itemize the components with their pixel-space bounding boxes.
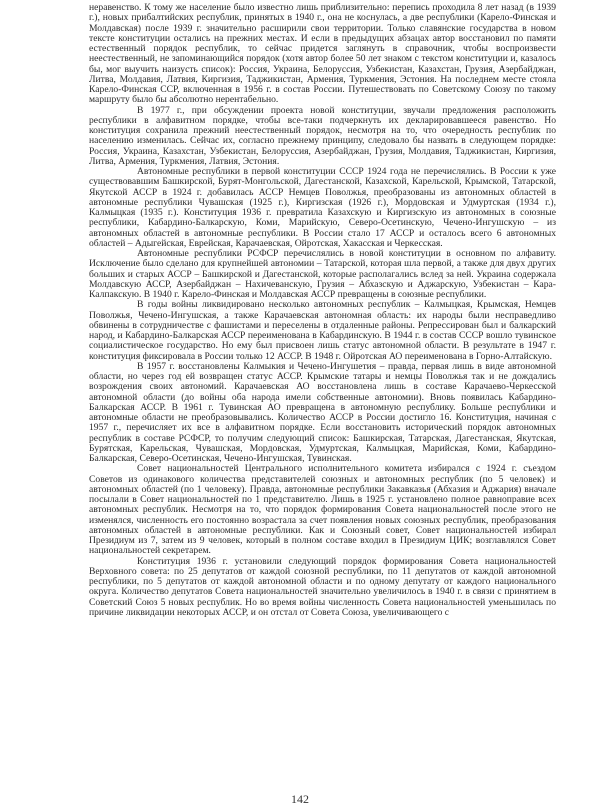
paragraph: Автономные республики РСФСР перечислялись в новой конституции в основном по алфавиту. Исключение было сделано для крупнейшей автономии – Татарской, которая шла первой, а также для двух других больших и старых АССР – Башкирской и Дагестанской, которые располагались вслед за ней. Украина содержала Молдавскую АССР, Азербайджан – Нахичеванскую, Грузия – Абхазскую и Аджарскую, Узбекистан – Кара-Калпакскую. В 1940 г. Карело-Финская и Молдавская АССР превращены в союзные республики. bbox=[89, 248, 556, 300]
paragraph: неравенство. К тому же население было известно лишь приблизительно: перепись проходила 8 лет назад (в 1939 г.), новых прибалтийских республик, принятых в 1940 г., она не коснулась, а две республики (Карело-Финская и Молдавская) после 1939 г. значительно расширили свои территории. Только славянские государства в новом тексте конституции остались на прежних местах. И если в предыдущих абзацах автор восстановил по памяти естественный порядок республик, то сейчас придется заглянуть в справочник, чтобы воспроизвести неестественный, не запоминающийся порядок (хотя автор более 50 лет знаком с текстом конституции и, казалось бы, мог выучить наизусть список): Россия, Украина, Белоруссия, Узбекистан, Казахстан, Грузия, Азербайджан, Литва, Молдавия, Латвия, Киргизия, Таджикистан, Армения, Туркмения, Эстония. На последнем месте стояла Карело-Финская ССР, включенная в 1956 г. в состав России. Путешествовать по Советскому Союзу по такому маршруту было бы абсолютно нерентабельно. bbox=[89, 2, 556, 106]
page-number: 142 bbox=[291, 792, 309, 806]
paragraph: В годы войны ликвидировано несколько автономных республик – Калмыцкая, Крымская, Немцев Поволжья, Чечено-Ингушская, а также Карачаевская автономная область: их народы были несправедливо обвинены в сотрудничестве с фашистами и переселены в отдаленные районы. Репрессирован был и балкарский народ, и Кабардино-Балкарская АССР переименована в Кабардинскую. В 1944 г. в состав СССР вошло тувинское социалистическое государство. Но ему был присвоен лишь статус автономной области. В результате в 1947 г. конституция фиксировала в России только 12 АССР. В 1948 г. Ойротская АО переименована в Горно-Алтайскую. bbox=[89, 299, 556, 362]
paragraph: Конституция 1936 г. установили следующий порядок формирования Совета национальностей Верховного совета: по 25 депутатов от каждой союзной республики, по 11 депутатов от каждой автономной республики, по 5 депутатов от каждой автономной области и по одному депутату от каждого национального округа. Количество депутатов Совета национальностей значительно увеличилось в 1940 г. в связи с принятием в Советский Союз 5 новых республик. Но во время войны численность Совета национальностей уменьшилась по причине ликвидации некоторых АССР, и он отстал от Совета Союза, увеличивающего с bbox=[89, 555, 556, 618]
paragraph: В 1977 г., при обсуждении проекта новой конституции, звучали предложения расположить республики в алфавитном порядке, чтобы все-таки подчеркнуть их декларировавшееся равенство. Но конституция сохранила прежний неестественный порядок, несмотря на то, что очередность республик по населению изменилась. Сейчас их, согласно прежнему принципу, следовало бы назвать в следующем порядке: Россия, Украина, Казахстан, Узбекистан, Белоруссия, Азербайджан, Грузия, Молдавия, Таджикистан, Киргизия, Литва, Армения, Туркмения, Латвия, Эстония. bbox=[89, 104, 556, 167]
page-body bbox=[89, 3, 556, 618]
paragraph: Автономные республики в первой конституции СССР 1924 года не перечислялись. В России к уже существовавшим Башкирской, Бурят-Монгольской, Дагестанской, Казахской, Карельской, Крымской, Татарской, Якутской АССР в 1924 г. добавилась АССР Немцев Поволжья, преобразованы из автономных областей в автономные республики Чувашская (1925 г.), Киргизская (1926 г.), Мордовская и Удмуртская (1934 г.), Калмыцкая (1935 г.). Конституция 1936 г. превратила Казахскую и Киргизскую из автономных в союзные республики, Кабардино-Балкарскую, Коми, Марийскую, Северо-Осетинскую, Чечено-Ингушскую – из автономных областей в автономные республики. В России стало 17 АССР и осталось всего 6 автономных областей – Адыгейская, Еврейская, Карачаевская, Ойротская, Хакасская и Черкесская. bbox=[89, 166, 556, 249]
paragraph: В 1957 г. восстановлены Калмыкия и Чечено-Ингушетия – правда, первая лишь в виде автономной области, но через год ей возвращен статус АССР. Крымские татары и немцы Поволжья так и не дождались возрождения своих автономий. Карачаевская АО восстановлена лишь в составе Карачаево-Черкесской автономной области (до войны оба народа имели собственные автономии). Вновь появилась Кабардино-Балкарская АССР. В 1961 г. Тувинская АО превращена в автономную республику. Больше республики и автономные области не преобразовывались. Количество АССР в России достигло 16. Конституция, начиная с 1957 г., перечисляет их все в алфавитном порядке. Если восстановить исторический порядок автономных республик в составе РСФСР, то получим следующий список: Башкирская, Татарская, Дагестанская, Якутская, Бурятская, Карельская, Чувашская, Мордовская, Удмуртская, Калмыцкая, Марийская, Коми, Кабардино-Балкарская, Северо-Осетинская, Чечено-Ингушская, Тувинская. bbox=[89, 360, 556, 464]
paragraph: Совет национальностей Центрального исполнительного комитета избирался с 1924 г. съездом Советов из одинакового количества представителей союзных и автономных республик (по 5 человек) и автономных областей (по 1 человеку). Правда, автономные республики Закавказья (Абхазия и Аджария) вначале посылали в Совет национальностей по 1 представителю. Лишь в 1925 г. установлено полное равноправие всех автономных республик. Несмотря на то, что порядок формирования Совета национальностей после этого не изменялся, численность его постоянно возрастала за счет появления новых союзных республик, преобразования автономных областей в автономные республики. Как и Союзный совет, Совет национальностей избирал Президиум из 7, затем из 9 человек, который в полном составе входил в Президиум ЦИК; возглавлялся Совет национальностей секретарем. bbox=[89, 463, 556, 557]
